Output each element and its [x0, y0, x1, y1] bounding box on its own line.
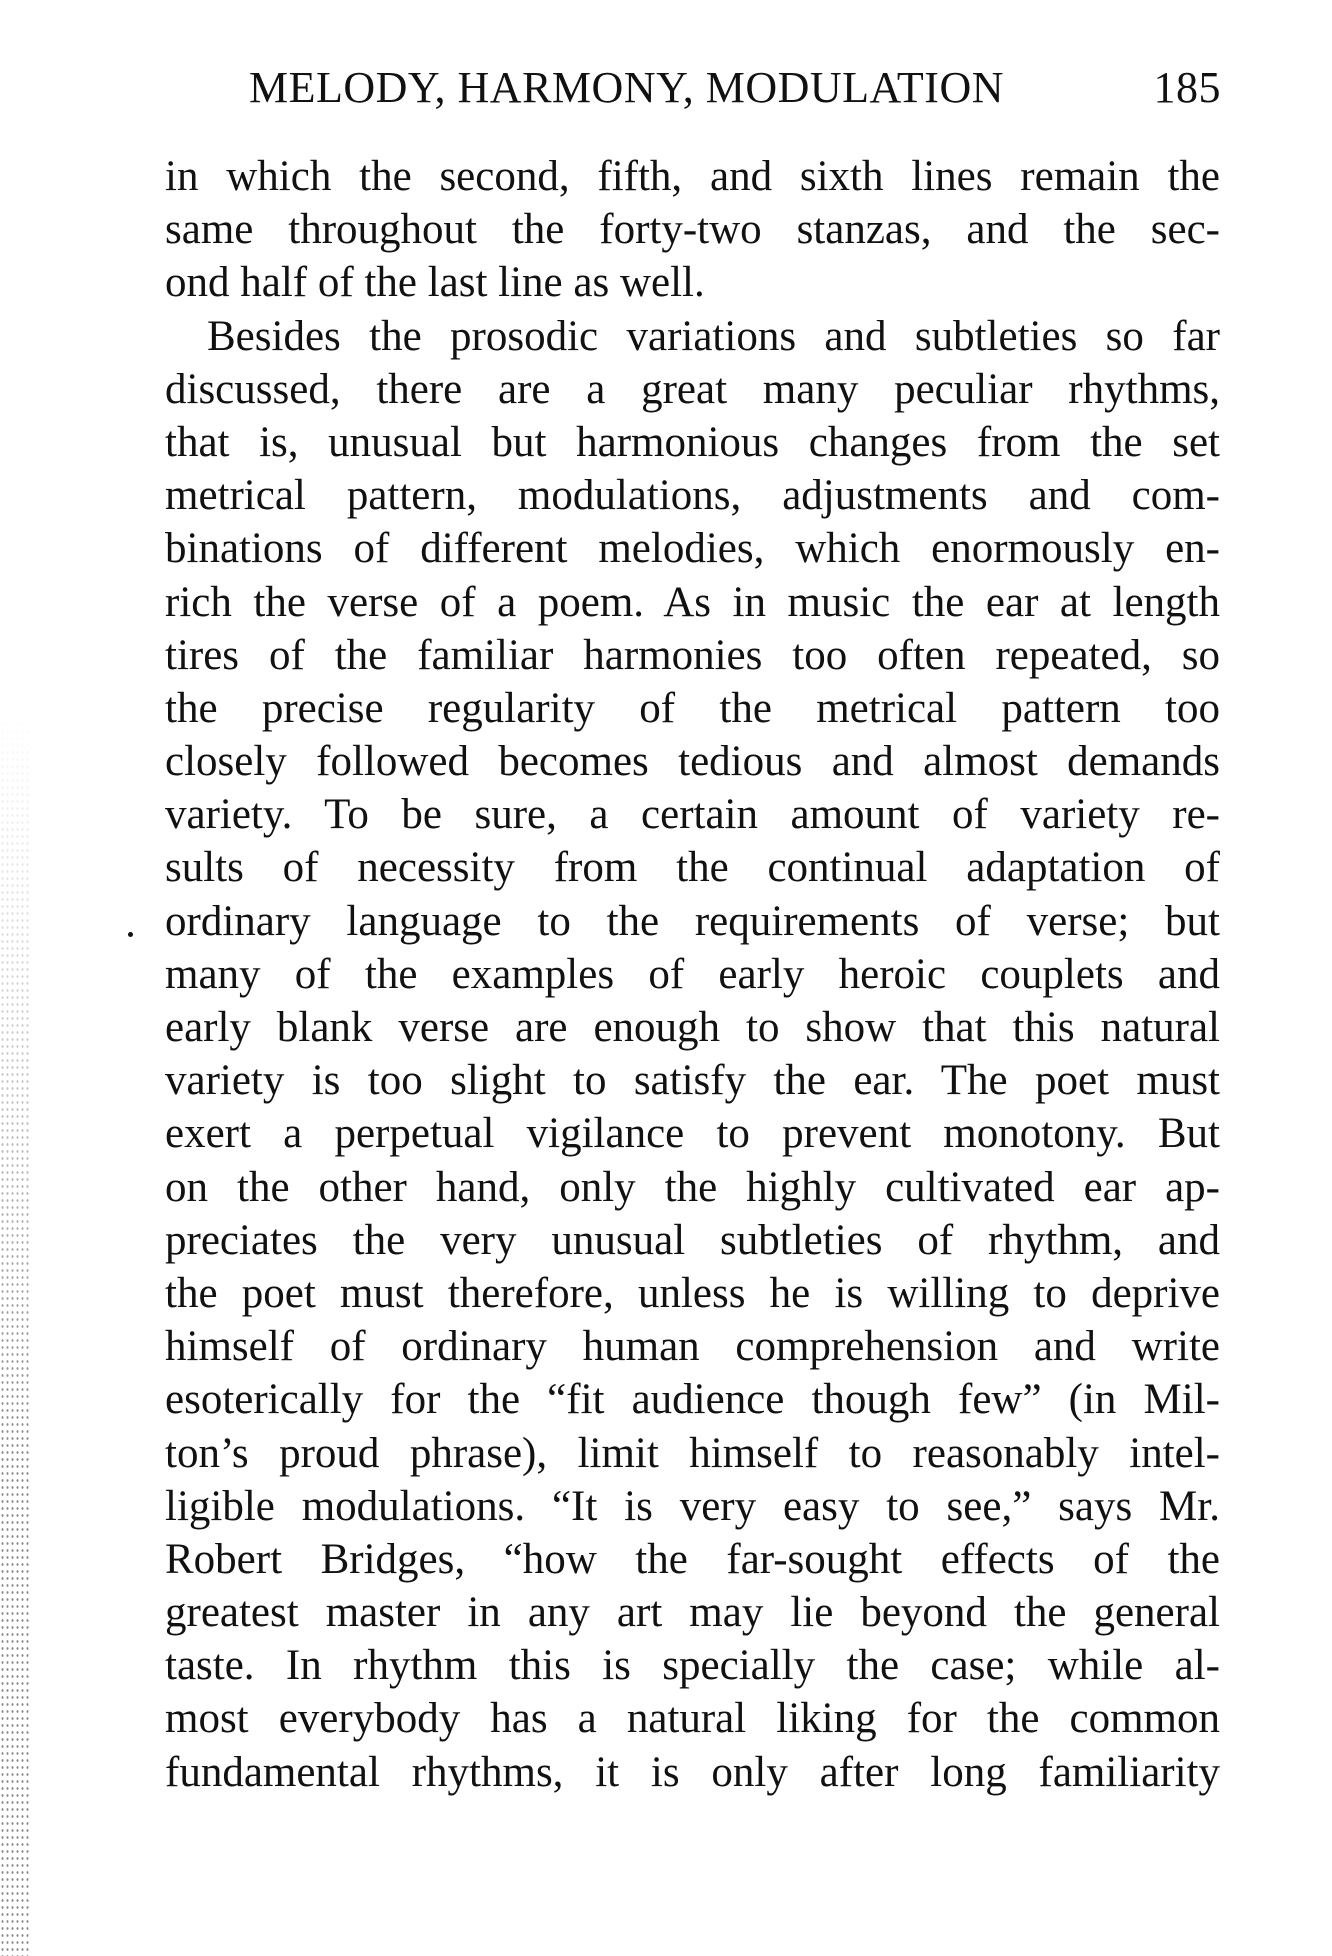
text-line: the precise regularity of the metrical pattern too [165, 684, 1220, 732]
text-line: binations of different melodies, which enormously en- [165, 525, 1220, 573]
text-line: same throughout the forty-two stanzas, and the sec- [165, 206, 1220, 254]
text-line: rich the verse of a poem. As in music the ear at length [165, 578, 1220, 626]
text-line: discussed, there are a great many peculiar rhythms, [165, 365, 1220, 413]
text-line: ligible modulations. “It is very easy to see,” says Mr. [165, 1482, 1220, 1530]
running-head [249, 62, 1221, 122]
page-number: 185 [1153, 63, 1221, 112]
text-line: preciates the very unusual subtleties of rhythm, and [165, 1216, 1220, 1264]
text-line: variety. To be sure, a certain amount of variety re- [165, 791, 1220, 839]
text-line: ton’s proud phrase), limit himself to reasonably intel- [165, 1429, 1220, 1477]
text-line: esoterically for the “fit audience though few” (in Mil- [165, 1376, 1220, 1424]
text-line: fundamental rhythms, it is only after long familiarity [165, 1748, 1220, 1796]
text-line: variety is too slight to satisfy the ear. The poet must [165, 1057, 1220, 1105]
text-line: on the other hand, only the highly cultivated ear ap- [165, 1163, 1220, 1211]
text-line: many of the examples of early heroic couplets and [165, 950, 1220, 998]
text-line: that is, unusual but harmonious changes from the set [165, 418, 1220, 466]
paragraph-start-line: Besides the prosodic variations and subtleties so far [207, 312, 1220, 360]
text-line: Robert Bridges, “how the far-sought effects of the [165, 1535, 1220, 1583]
text-line: tires of the familiar harmonies too often repeated, so [165, 631, 1220, 679]
binding-shadow [0, 700, 30, 1956]
text-line: most everybody has a natural liking for the common [165, 1695, 1220, 1743]
scan-speck [128, 932, 133, 937]
text-line: the poet must therefore, unless he is willing to deprive [165, 1269, 1220, 1317]
text-line: early blank verse are enough to show that this natural [165, 1004, 1220, 1051]
running-head-title: MELODY, HARMONY, MODULATION [249, 63, 1005, 112]
text-line: greatest master in any art may lie beyond the general [165, 1589, 1220, 1637]
text-line: closely followed becomes tedious and almost demands [165, 738, 1220, 786]
text-line: ordinary language to the requirements of verse; but [165, 897, 1220, 945]
text-line: sults of necessity from the continual adaptation of [165, 844, 1220, 892]
text-line: metrical pattern, modulations, adjustments and com- [165, 472, 1220, 520]
text-line: taste. In rhythm this is specially the case; while al- [165, 1642, 1220, 1690]
text-line: ond half of the last line as well. [165, 259, 705, 307]
text-line: exert a perpetual vigilance to prevent monotony. But [165, 1110, 1220, 1158]
text-line: himself of ordinary human comprehension and write [165, 1323, 1220, 1371]
body-text [165, 150, 1220, 1799]
text-line: in which the second, fifth, and sixth lines remain the [165, 153, 1220, 200]
